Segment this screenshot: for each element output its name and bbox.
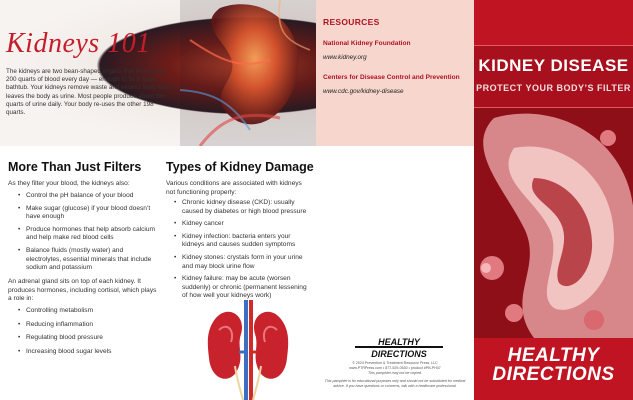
hero-section xyxy=(0,0,316,146)
filters-intro: As they filter your blood, the kidneys also: xyxy=(8,180,130,187)
damage-heading: Types of Kidney Damage xyxy=(166,160,314,174)
list-item: • Kidney infection: bacteria enters your kidneys and causes sudden symptoms xyxy=(174,233,310,250)
list-item: • Control the pH balance of your blood xyxy=(18,192,156,201)
damage-intro: Various conditions are associated with kidneys not functioning properly: xyxy=(166,180,302,196)
adrenal-bullet-list xyxy=(18,307,156,356)
cover-brand-line2: DIRECTIONS xyxy=(492,364,615,385)
cover-panel xyxy=(474,0,633,400)
list-item: • Kidney failure: may be acute (worsen suddenly) or chronic (permanent lessening of how well your kidneys work) xyxy=(174,275,310,301)
adrenal-paragraph: An adrenal gland sits on top of each kidney. It produces hormones, including cortisol, which plays a role in: xyxy=(8,278,157,303)
logo-line2: DIRECTIONS xyxy=(371,349,427,358)
list-item: • Balance fluids (mostly water) and electrolytes, essential minerals that include sodium and potassium xyxy=(18,247,156,273)
resource-url[interactable]: www.kidney.org xyxy=(323,54,367,61)
healthy-directions-logo xyxy=(353,336,445,358)
list-item: • Reducing inflammation xyxy=(18,321,156,330)
list-item: • Make sugar (glucose) if your blood doesn’t have enough xyxy=(18,205,156,222)
disclaimer-text: This pamphlet is for educational purposes only and should not be substituted for medical advice. If you have questions or concerns, talk with a healthcare professional. xyxy=(324,379,466,388)
copyright-text: © 2024 Prevention & Treatment Resource Press, LLC xyxy=(352,361,438,365)
kidneys-illustration xyxy=(207,300,289,400)
contact-text: www.PTRPress.com • 877-529-0530 • product #PB-PH47 xyxy=(349,366,441,370)
list-item: • Increasing blood sugar levels xyxy=(18,348,156,357)
list-item: • Kidney cancer xyxy=(174,220,310,229)
resources-heading: RESOURCES xyxy=(323,17,380,27)
cover-title: KIDNEY DISEASE xyxy=(478,56,629,75)
resource-url[interactable]: www.cdc.gov/kidney-disease xyxy=(323,88,404,95)
cover-subtitle: PROTECT YOUR BODY’S FILTER xyxy=(476,83,631,93)
resources-panel xyxy=(316,0,474,146)
damage-bullet-list xyxy=(174,199,310,301)
kidney-xray-illustration xyxy=(180,0,316,146)
cover-brand-line1: HEALTHY xyxy=(507,345,600,366)
kidney-cross-section-illustration xyxy=(474,108,633,338)
filters-bullet-list xyxy=(18,192,156,273)
hero-body: The kidneys are two bean-shaped organs that filter about 200 quarts of blood every day — enough to fill a large bathtub. Your kidneys remove waste and excess fluid, which leaves the body as urine. Most people produce about two quarts of urine daily. Your body re-uses the other 198 quarts. xyxy=(6,68,174,117)
list-item: • Regulating blood pressure xyxy=(18,334,156,343)
list-item: • Chronic kidney disease (CKD): usually caused by diabetes or high blood pressure xyxy=(174,199,310,216)
logo-line1: HEALTHY xyxy=(378,337,420,347)
cover-brand-logo xyxy=(474,346,633,384)
list-item: • Kidney stones: crystals form in your urine and may block urine flow xyxy=(174,254,310,271)
hero-title: Kidneys 101 xyxy=(6,28,151,59)
resource-name: Centers for Disease Control and Prevention xyxy=(323,74,460,81)
copy-notice: This pamphlet may not be copied. xyxy=(368,371,422,375)
list-item: • Controlling metabolism xyxy=(18,307,156,316)
filters-heading: More Than Just Filters xyxy=(8,160,142,174)
list-item: • Produce hormones that help absorb calcium and help make red blood cells xyxy=(18,226,156,243)
cover-title-band xyxy=(474,45,633,108)
resource-name: National Kidney Foundation xyxy=(323,40,411,47)
